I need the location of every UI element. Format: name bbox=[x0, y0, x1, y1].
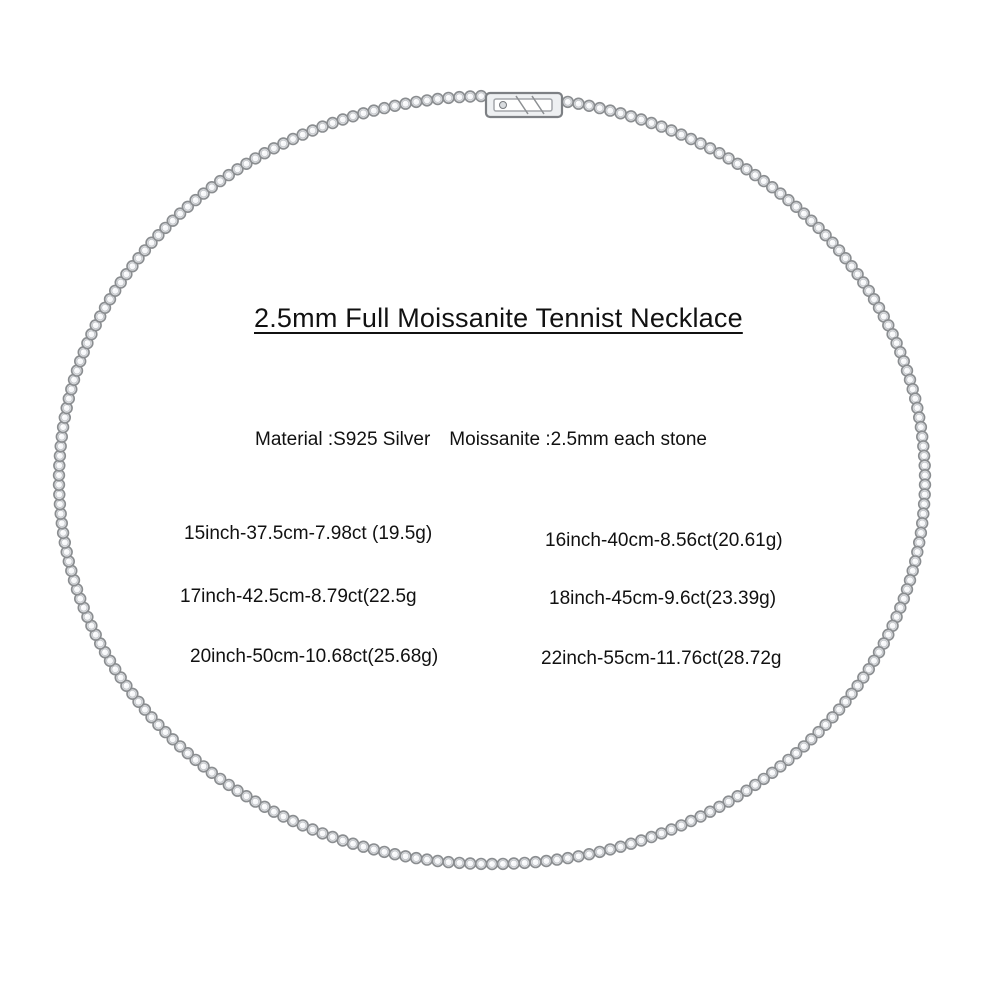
necklace-stone bbox=[541, 856, 552, 867]
necklace-stone bbox=[411, 853, 422, 864]
necklace-stone bbox=[390, 100, 401, 111]
necklace-stone bbox=[327, 118, 338, 129]
necklace-stone bbox=[443, 93, 454, 104]
necklace-stone bbox=[422, 95, 433, 106]
necklace-stone bbox=[443, 857, 454, 868]
necklace-stone bbox=[626, 111, 637, 122]
necklace-stone bbox=[465, 91, 476, 102]
necklace-stone bbox=[519, 858, 530, 869]
necklace-stone bbox=[454, 92, 465, 103]
necklace-stone bbox=[584, 100, 595, 111]
necklace-stone bbox=[476, 91, 487, 102]
necklace-stone bbox=[390, 849, 401, 860]
necklace-stone bbox=[379, 103, 390, 114]
necklace-stone bbox=[615, 108, 626, 119]
necklace-stone bbox=[487, 859, 498, 870]
material-spec: Material :S925 Silver bbox=[255, 429, 431, 450]
necklace-stone bbox=[573, 851, 584, 862]
necklace-stone bbox=[337, 835, 348, 846]
size-option: 20inch-50cm-10.68ct(25.68g) bbox=[190, 646, 439, 667]
necklace-stone bbox=[454, 858, 465, 869]
necklace-chain bbox=[54, 91, 931, 870]
size-option: 18inch-45cm-9.6ct(23.39g) bbox=[549, 588, 777, 609]
product-title: 2.5mm Full Moissanite Tennist Necklace bbox=[254, 303, 743, 333]
necklace-stone bbox=[327, 832, 338, 843]
necklace-stone bbox=[552, 854, 563, 865]
necklace-stone bbox=[337, 114, 348, 125]
necklace-stone bbox=[400, 98, 411, 109]
necklace-stone bbox=[508, 858, 519, 869]
necklace-stone bbox=[626, 838, 637, 849]
necklace-stone bbox=[562, 853, 573, 864]
size-option: 16inch-40cm-8.56ct(20.61g) bbox=[545, 530, 783, 551]
necklace-stone bbox=[422, 854, 433, 865]
necklace-stone bbox=[476, 859, 487, 870]
clasp bbox=[486, 93, 562, 117]
necklace-stone bbox=[573, 98, 584, 109]
necklace-stone bbox=[358, 841, 369, 852]
necklace-stone bbox=[358, 108, 369, 119]
necklace-stone bbox=[636, 835, 647, 846]
necklace-stone bbox=[646, 118, 657, 129]
necklace-stone bbox=[317, 121, 328, 132]
necklace-stone bbox=[594, 847, 605, 858]
necklace-stone bbox=[411, 97, 422, 108]
size-option: 22inch-55cm-11.76ct(28.72g bbox=[541, 648, 782, 669]
necklace-stone bbox=[432, 856, 443, 867]
necklace-stone bbox=[379, 847, 390, 858]
necklace-stone bbox=[400, 851, 411, 862]
necklace-stone bbox=[368, 105, 379, 116]
necklace-stone bbox=[530, 857, 541, 868]
necklace-stone bbox=[656, 828, 667, 839]
size-option: 17inch-42.5cm-8.79ct(22.5g bbox=[180, 586, 417, 607]
necklace-stone bbox=[348, 111, 359, 122]
necklace-stone bbox=[348, 838, 359, 849]
necklace-stone bbox=[594, 103, 605, 114]
necklace-stone bbox=[465, 858, 476, 869]
necklace-stone bbox=[646, 832, 657, 843]
necklace-stone bbox=[498, 859, 509, 870]
necklace-stone bbox=[636, 114, 647, 125]
necklace-stone bbox=[605, 844, 616, 855]
stone-spec: Moissanite :2.5mm each stone bbox=[449, 429, 707, 450]
necklace-stone bbox=[605, 105, 616, 116]
necklace-stone bbox=[615, 841, 626, 852]
size-option: 15inch-37.5cm-7.98ct (19.5g) bbox=[184, 523, 433, 544]
necklace-stone bbox=[432, 94, 443, 105]
necklace-stone bbox=[368, 844, 379, 855]
necklace-stone bbox=[584, 849, 595, 860]
specifications bbox=[255, 427, 707, 453]
necklace-stone bbox=[562, 97, 573, 108]
